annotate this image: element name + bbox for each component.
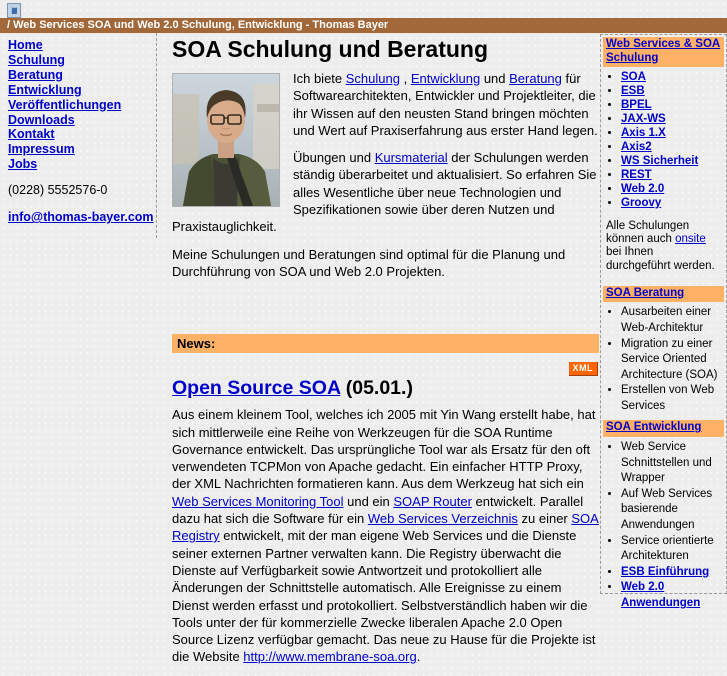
sidebar-link[interactable]: ESB	[621, 85, 645, 97]
inline-link[interactable]: Kursmaterial	[374, 150, 448, 166]
broken-image-icon	[7, 3, 21, 18]
list-item	[621, 126, 722, 140]
onsite-note: Alle Schulungen können auch onsite bei Ihnen durchgeführt werden.	[606, 220, 715, 272]
sidebar-link[interactable]: JAX-WS	[621, 113, 666, 125]
list-item	[621, 182, 722, 196]
sidebar-header-beratung-link[interactable]: SOA Beratung	[606, 286, 685, 299]
xml-feed-row	[173, 358, 598, 376]
entwicklung-list	[605, 440, 722, 612]
news-headline-date: (05.01.)	[340, 377, 413, 400]
beratung-list	[605, 305, 722, 414]
list-item	[621, 84, 722, 98]
news-body: Aus einem kleinem Tool, welches ich 2005 mit Yin Wang erstellt habe, hat sich mittlerweile eine Reihe von Werkzeugen für die SOA Runtime Governance entwickelt. Das ursprüngliche Tool war als Ersatz für den oft verwendeten TCPMon von Apache gedacht. Ein einfacher HTTP Proxy, der XML Nachrichten formatieren kann. Aus dem Werkzeug hat sich ein Web Services Monitoring Tool und ein SOAP Router entwickelt. Parallel dazu hat sich die Software für ein Web Services Verzeichnis zu einer SOA Registry entwickelt, mit der man eigene Web Services und die Dienste seiner externen Partner verwalten kann. Die Registry überwacht die Dienste auf Verfügbarkeit sowie Antwortzeit und protokolliert alle Änderungen der Schnittstelle automatisch. Alle Ereignisse zu einem Dienst werden erfasst und protokolliert. Selbstverständlich haben wir die Tools unter der für kommerzielle Zwecke liberalen Apache 2.0 Open Source Lizenz verfügbar gemacht. Das neue zu Hause für die Projekte ist die Website http://www.membrane-soa.org.	[172, 407, 599, 665]
inline-link[interactable]: Entwicklung	[410, 71, 481, 86]
sidebar-link[interactable]: Groovy	[621, 197, 662, 209]
sidebar-header-schulung-link[interactable]: Web Services & SOA Schulung	[606, 38, 721, 64]
intro-paragraph-3: Meine Schulungen und Beratungen sind optimal für die Planung und Durchführung von SOA und Web 2.0 Projekten.	[172, 246, 566, 279]
sidebar-link[interactable]: Web 2.0	[621, 183, 665, 195]
sidebar-link[interactable]: REST	[621, 169, 652, 181]
sidebar-link[interactable]: Impressum	[8, 142, 75, 157]
email-link[interactable]: info@thomas-bayer.com	[8, 210, 154, 225]
page-title-bar-text: / Web Services SOA und Web 2.0 Schulung, Entwicklung - Thomas Bayer	[7, 19, 389, 31]
intro-paragraph-2: Übungen und Kursmaterial der Schulungen werden ständig überarbeitet und aktualisiert. So erfahren Sie alles Wesentliche über neue Technologien und Spezifikationen sowie über deren Nutzen und Praxistauglichkeit.	[172, 150, 597, 235]
list-item	[8, 142, 156, 157]
list-item	[621, 168, 722, 182]
list-item	[8, 157, 156, 172]
list-item	[621, 154, 722, 168]
list-item: • Erstellen von Web Services	[621, 383, 722, 414]
news-headline	[172, 377, 599, 400]
sidebar-header-beratung	[603, 286, 724, 303]
list-item	[621, 196, 722, 210]
sidebar-link[interactable]: Axis 1.X	[621, 127, 666, 139]
sidebar-header-entwicklung	[603, 420, 724, 437]
left-navigation	[0, 33, 157, 238]
sidebar-link[interactable]: Downloads	[8, 112, 75, 127]
list-item: • Web Service Schnittstellen und Wrapper	[621, 440, 722, 487]
list-item	[621, 580, 722, 611]
news-section-bar	[172, 334, 599, 353]
list-item: • Auf Web Services basierende Anwendungen	[621, 487, 722, 534]
sidebar-link[interactable]: Entwicklung	[8, 82, 82, 97]
main-content	[172, 36, 599, 676]
list-item	[8, 38, 156, 53]
sidebar-link[interactable]: Jobs	[8, 157, 38, 172]
list-item	[621, 140, 722, 154]
page-title: SOA Schulung und Beratung	[172, 36, 489, 62]
intro-paragraph-1: Ich biete Schulung , Entwicklung und Beratung für Softwarearchitekten, Entwickler und Projektleiter, die ihr Wissen auf den neusten Stand bringen möchten und Wert auf Praxiserfahrung aus erster Hand legen.	[293, 71, 598, 138]
list-item: • Migration zu einer Service Oriented Architecture (SOA)	[621, 337, 722, 384]
phone-number: (0228) 5552576-0	[8, 183, 108, 198]
inline-link[interactable]: onsite	[675, 233, 706, 246]
news-bar-label: News:	[177, 336, 216, 352]
sidebar-link[interactable]: Kontakt	[8, 127, 55, 142]
inline-link[interactable]: Web Services Verzeichnis	[367, 511, 518, 527]
sidebar-link[interactable]: ESB Einführung	[621, 565, 710, 578]
sidebar-link[interactable]: BPEL	[621, 99, 652, 111]
xml-feed-badge[interactable]: XML	[569, 362, 599, 376]
sidebar-link[interactable]: Home	[8, 38, 43, 52]
left-nav-list	[8, 38, 156, 172]
sidebar-link[interactable]: Schulung	[8, 52, 65, 67]
list-item: • Ausarbeiten einer Web-Architektur	[621, 305, 722, 336]
inline-link[interactable]: SOA Registry	[172, 511, 599, 544]
sidebar-header-entwicklung-link[interactable]: SOA Entwicklung	[606, 421, 702, 434]
list-item	[621, 565, 722, 581]
page-title-bar	[0, 18, 727, 33]
sidebar-header-schulung	[603, 37, 724, 67]
list-item	[8, 68, 156, 83]
schulung-topic-list	[605, 70, 722, 210]
sidebar-link[interactable]: Beratung	[8, 67, 63, 82]
list-item	[621, 98, 722, 112]
sidebar-link[interactable]: Web 2.0 Anwendungen	[621, 581, 701, 609]
sidebar-link[interactable]: SOA	[621, 71, 646, 83]
list-item	[8, 53, 156, 68]
portrait-photo	[172, 73, 280, 207]
broken-image-glyph	[11, 7, 17, 14]
sidebar-link[interactable]: WS Sicherheit	[621, 155, 699, 167]
sidebar-link[interactable]: Axis2	[621, 141, 652, 153]
inline-link[interactable]: SOAP Router	[393, 493, 472, 509]
news-headline-link[interactable]: Open Source SOA	[172, 377, 341, 400]
sidebar-link[interactable]: Veröffentlichungen	[8, 97, 122, 112]
inline-link[interactable]: http://www.membrane-soa.org	[243, 649, 417, 665]
right-sidebar	[600, 34, 727, 609]
list-item	[621, 70, 722, 84]
inline-link[interactable]: Schulung	[345, 71, 400, 86]
list-item	[8, 113, 156, 128]
inline-link[interactable]: Beratung	[509, 71, 562, 86]
inline-link[interactable]: Web Services Monitoring Tool	[172, 493, 344, 509]
portrait-photo-image	[173, 74, 279, 206]
list-item	[621, 112, 722, 126]
list-item: • Service orientierte Architekturen	[621, 534, 722, 565]
list-item	[8, 127, 156, 142]
list-item	[8, 98, 156, 113]
list-item	[8, 83, 156, 98]
